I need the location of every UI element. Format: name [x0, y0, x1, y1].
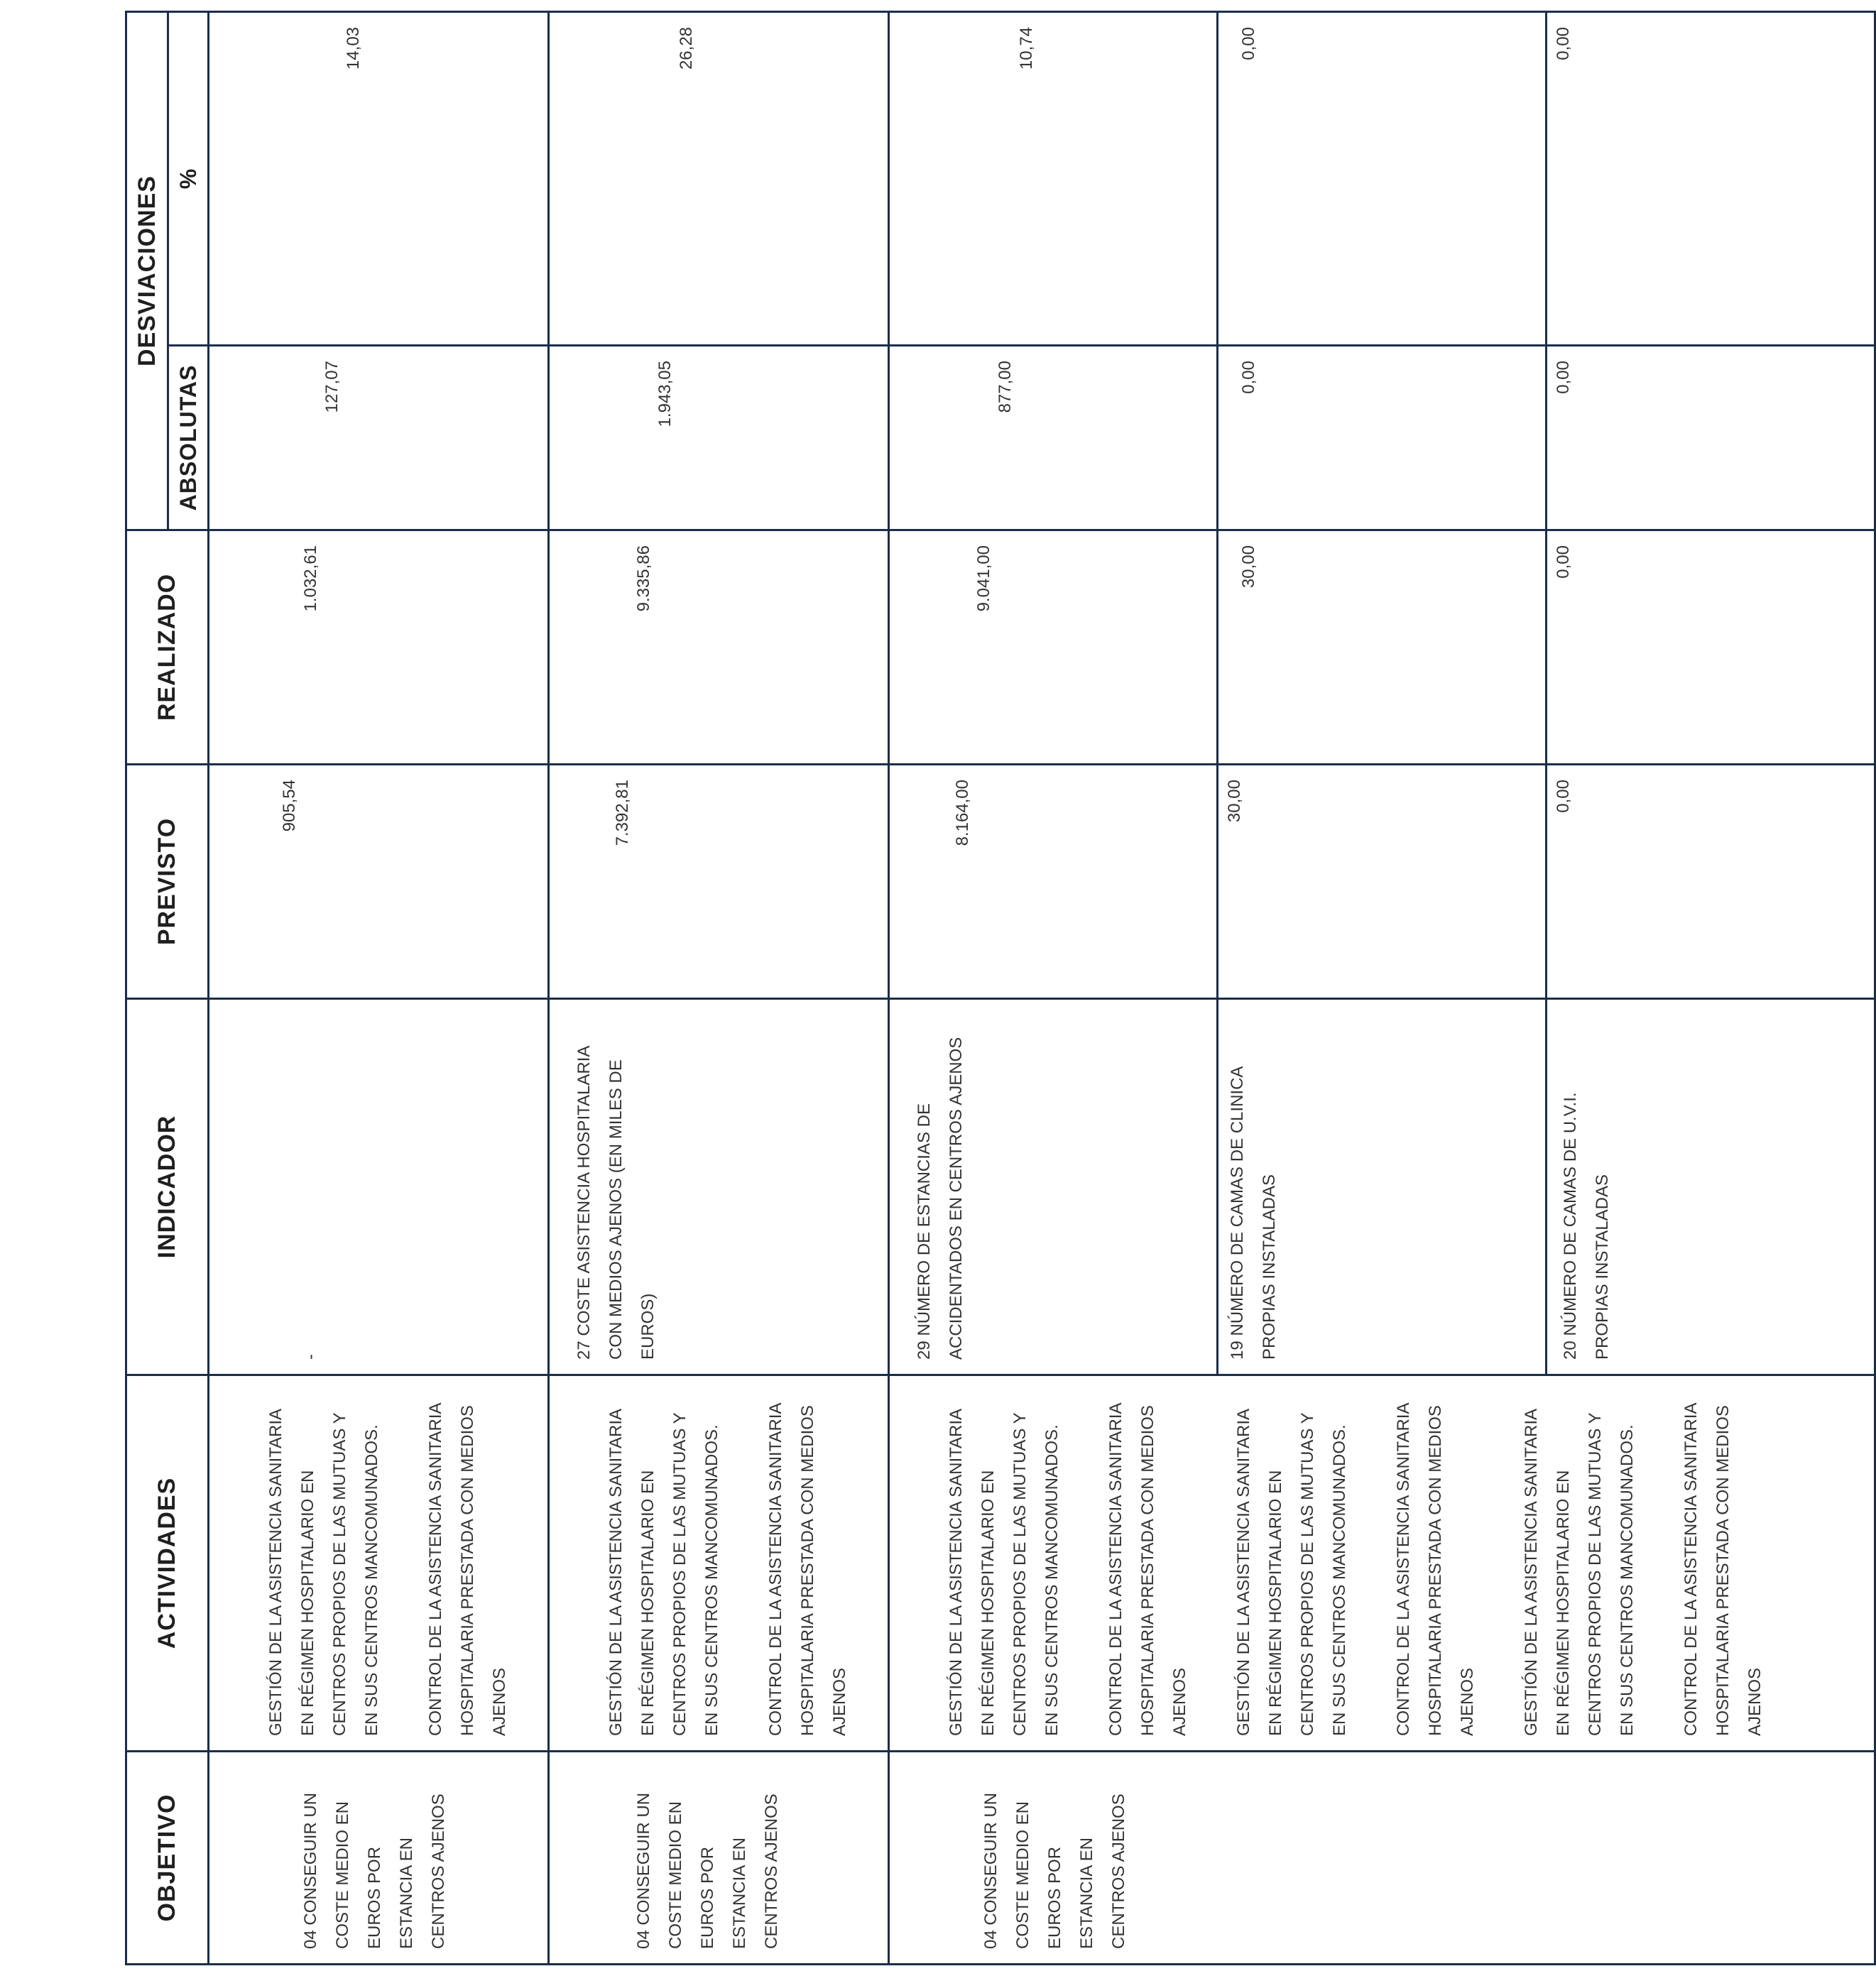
- actividad-text: GESTIÓN DE LA ASISTENCIA SANITARIA EN RÉGIMEN HOSPITALARIO EN CENTROS PROPIOS DE LAS MUTUAS Y EN SUS CENTROS MANCOMUNADOS.: [266, 1409, 381, 1736]
- actividad-text: CONTROL DE LA ASISTENCIA SANITARIA HOSPITALARIA PRESTADA CON MEDIOS AJENOS: [1681, 1403, 1765, 1736]
- realizado-value: 1.032,61: [301, 545, 320, 612]
- realizado-value: 30,00: [1239, 545, 1258, 589]
- realizado-cell: [889, 530, 1218, 765]
- previsto-cell: [549, 765, 889, 999]
- previsto-cell: [209, 765, 549, 999]
- porcentaje-value: 26,28: [677, 26, 696, 70]
- actividades-cell: [889, 1375, 1875, 1752]
- absolutas-cell: [889, 346, 1218, 530]
- actividades-cell: [549, 1375, 889, 1752]
- absolutas-cell: [1547, 346, 1875, 530]
- actividad-text: CONTROL DE LA ASISTENCIA SANITARIA HOSPITALARIA PRESTADA CON MEDIOS AJENOS: [426, 1403, 509, 1736]
- header-absolutas: ABSOLUTAS: [168, 346, 209, 530]
- indicador-text: 29 NÚMERO DE ESTANCIAS DE ACCIDENTADOS EN CENTROS AJENOS: [915, 1037, 966, 1360]
- absolutas-cell: [1218, 346, 1547, 530]
- header-desviaciones: DESVIACIONES: [126, 11, 168, 530]
- porcentaje-value: 0,00: [1239, 26, 1258, 60]
- porcentaje-cell: [549, 11, 889, 345]
- porcentaje-cell: [1218, 11, 1547, 345]
- indicador-cell: [1547, 999, 1875, 1375]
- absolutas-value: 127,07: [322, 361, 342, 413]
- actividad-text: GESTIÓN DE LA ASISTENCIA SANITARIA EN RÉGIMEN HOSPITALARIO EN CENTROS PROPIOS DE LAS MUTUAS Y EN SUS CENTROS MANCOMUNADOS.: [1234, 1409, 1349, 1736]
- porcentaje-cell: [1547, 11, 1875, 345]
- absolutas-value: 877,00: [996, 361, 1015, 413]
- realizado-cell: [209, 530, 549, 765]
- header-realizado: REALIZADO: [126, 530, 209, 765]
- objetivo-text: 04 CONSEGUIR UN COSTE MEDIO EN EUROS POR ESTANCIA EN CENTROS AJENOS: [981, 1792, 1128, 1949]
- previsto-cell: [1218, 765, 1547, 999]
- actividad-text: GESTIÓN DE LA ASISTENCIA SANITARIA EN RÉGIMEN HOSPITALARIO EN CENTROS PROPIOS DE LAS MUTUAS Y EN SUS CENTROS MANCOMUNADOS.: [947, 1409, 1062, 1736]
- realizado-value: 0,00: [1554, 545, 1573, 579]
- header-row: [126, 11, 168, 1964]
- header-previsto: PREVISTO: [126, 765, 209, 999]
- porcentaje-value: 10,74: [1017, 26, 1036, 70]
- header-actividades: ACTIVIDADES: [126, 1375, 209, 1752]
- header-porcentaje: %: [168, 11, 209, 345]
- indicador-cell: [889, 999, 1218, 1375]
- previsto-value: 8.164,00: [953, 780, 972, 846]
- previsto-value: 30,00: [1225, 780, 1244, 823]
- absolutas-cell: [549, 346, 889, 530]
- indicador-text: 20 NÚMERO DE CAMAS DE U.V.I. PROPIAS INSTALADAS: [1561, 1092, 1612, 1360]
- previsto-cell: [889, 765, 1218, 999]
- objetivo-text: 04 CONSEGUIR UN COSTE MEDIO EN EUROS POR ESTANCIA EN CENTROS AJENOS: [634, 1792, 781, 1949]
- indicador-text: 27 COSTE ASISTENCIA HOSPITALARIA CON MEDIOS AJENOS (EN MILES DE EUROS): [574, 1046, 658, 1360]
- realizado-value: 9.335,86: [634, 545, 653, 612]
- objetivo-cell: [889, 1752, 1875, 1965]
- previsto-value: 0,00: [1554, 780, 1573, 813]
- realizado-cell: [1218, 530, 1547, 765]
- absolutas-cell: [209, 346, 549, 530]
- actividades-cell: [209, 1375, 549, 1752]
- header-objetivo: OBJETIVO: [126, 1752, 209, 1965]
- actividad-text: CONTROL DE LA ASISTENCIA SANITARIA HOSPITALARIA PRESTADA CON MEDIOS AJENOS: [766, 1403, 849, 1736]
- porcentaje-cell: [209, 11, 549, 345]
- porcentaje-value: 0,00: [1554, 26, 1573, 60]
- objetivo-cell: [549, 1752, 889, 1965]
- table-row: [549, 11, 889, 1964]
- absolutas-value: 1.943,05: [655, 361, 675, 427]
- indicador-cell: [1218, 999, 1547, 1375]
- indicador-text: 19 NÚMERO DE CAMAS DE CLINICA PROPIAS INSTALADAS: [1228, 1066, 1279, 1360]
- indicador-text: -: [301, 1354, 320, 1360]
- objetivo-cell: [209, 1752, 549, 1965]
- absolutas-value: 0,00: [1239, 361, 1258, 394]
- actividad-text: GESTIÓN DE LA ASISTENCIA SANITARIA EN RÉGIMEN HOSPITALARIO EN CENTROS PROPIOS DE LAS MUTUAS Y EN SUS CENTROS MANCOMUNADOS.: [1522, 1409, 1637, 1736]
- objetivo-text: 04 CONSEGUIR UN COSTE MEDIO EN EUROS POR ESTANCIA EN CENTROS AJENOS: [301, 1792, 448, 1949]
- previsto-cell: [1547, 765, 1875, 999]
- indicador-cell: [209, 999, 549, 1375]
- actividad-text: GESTIÓN DE LA ASISTENCIA SANITARIA EN RÉGIMEN HOSPITALARIO EN CENTROS PROPIOS DE LAS MUTUAS Y EN SUS CENTROS MANCOMUNADOS.: [606, 1409, 721, 1736]
- realizado-cell: [549, 530, 889, 765]
- realizado-cell: [1547, 530, 1875, 765]
- porcentaje-cell: [889, 11, 1218, 345]
- absolutas-value: 0,00: [1554, 361, 1573, 394]
- previsto-value: 905,54: [280, 780, 299, 832]
- porcentaje-value: 14,03: [344, 26, 363, 70]
- table-row: [209, 11, 549, 1964]
- table-row: [889, 11, 1218, 1964]
- actividad-text: CONTROL DE LA ASISTENCIA SANITARIA HOSPITALARIA PRESTADA CON MEDIOS AJENOS: [1394, 1403, 1477, 1736]
- realizado-value: 9.041,00: [974, 545, 993, 612]
- previsto-value: 7.392,81: [613, 780, 632, 846]
- header-indicador: INDICADOR: [126, 999, 209, 1375]
- indicators-table: [125, 11, 1876, 1965]
- indicador-cell: [549, 999, 889, 1375]
- actividad-text: CONTROL DE LA ASISTENCIA SANITARIA HOSPITALARIA PRESTADA CON MEDIOS AJENOS: [1106, 1403, 1189, 1736]
